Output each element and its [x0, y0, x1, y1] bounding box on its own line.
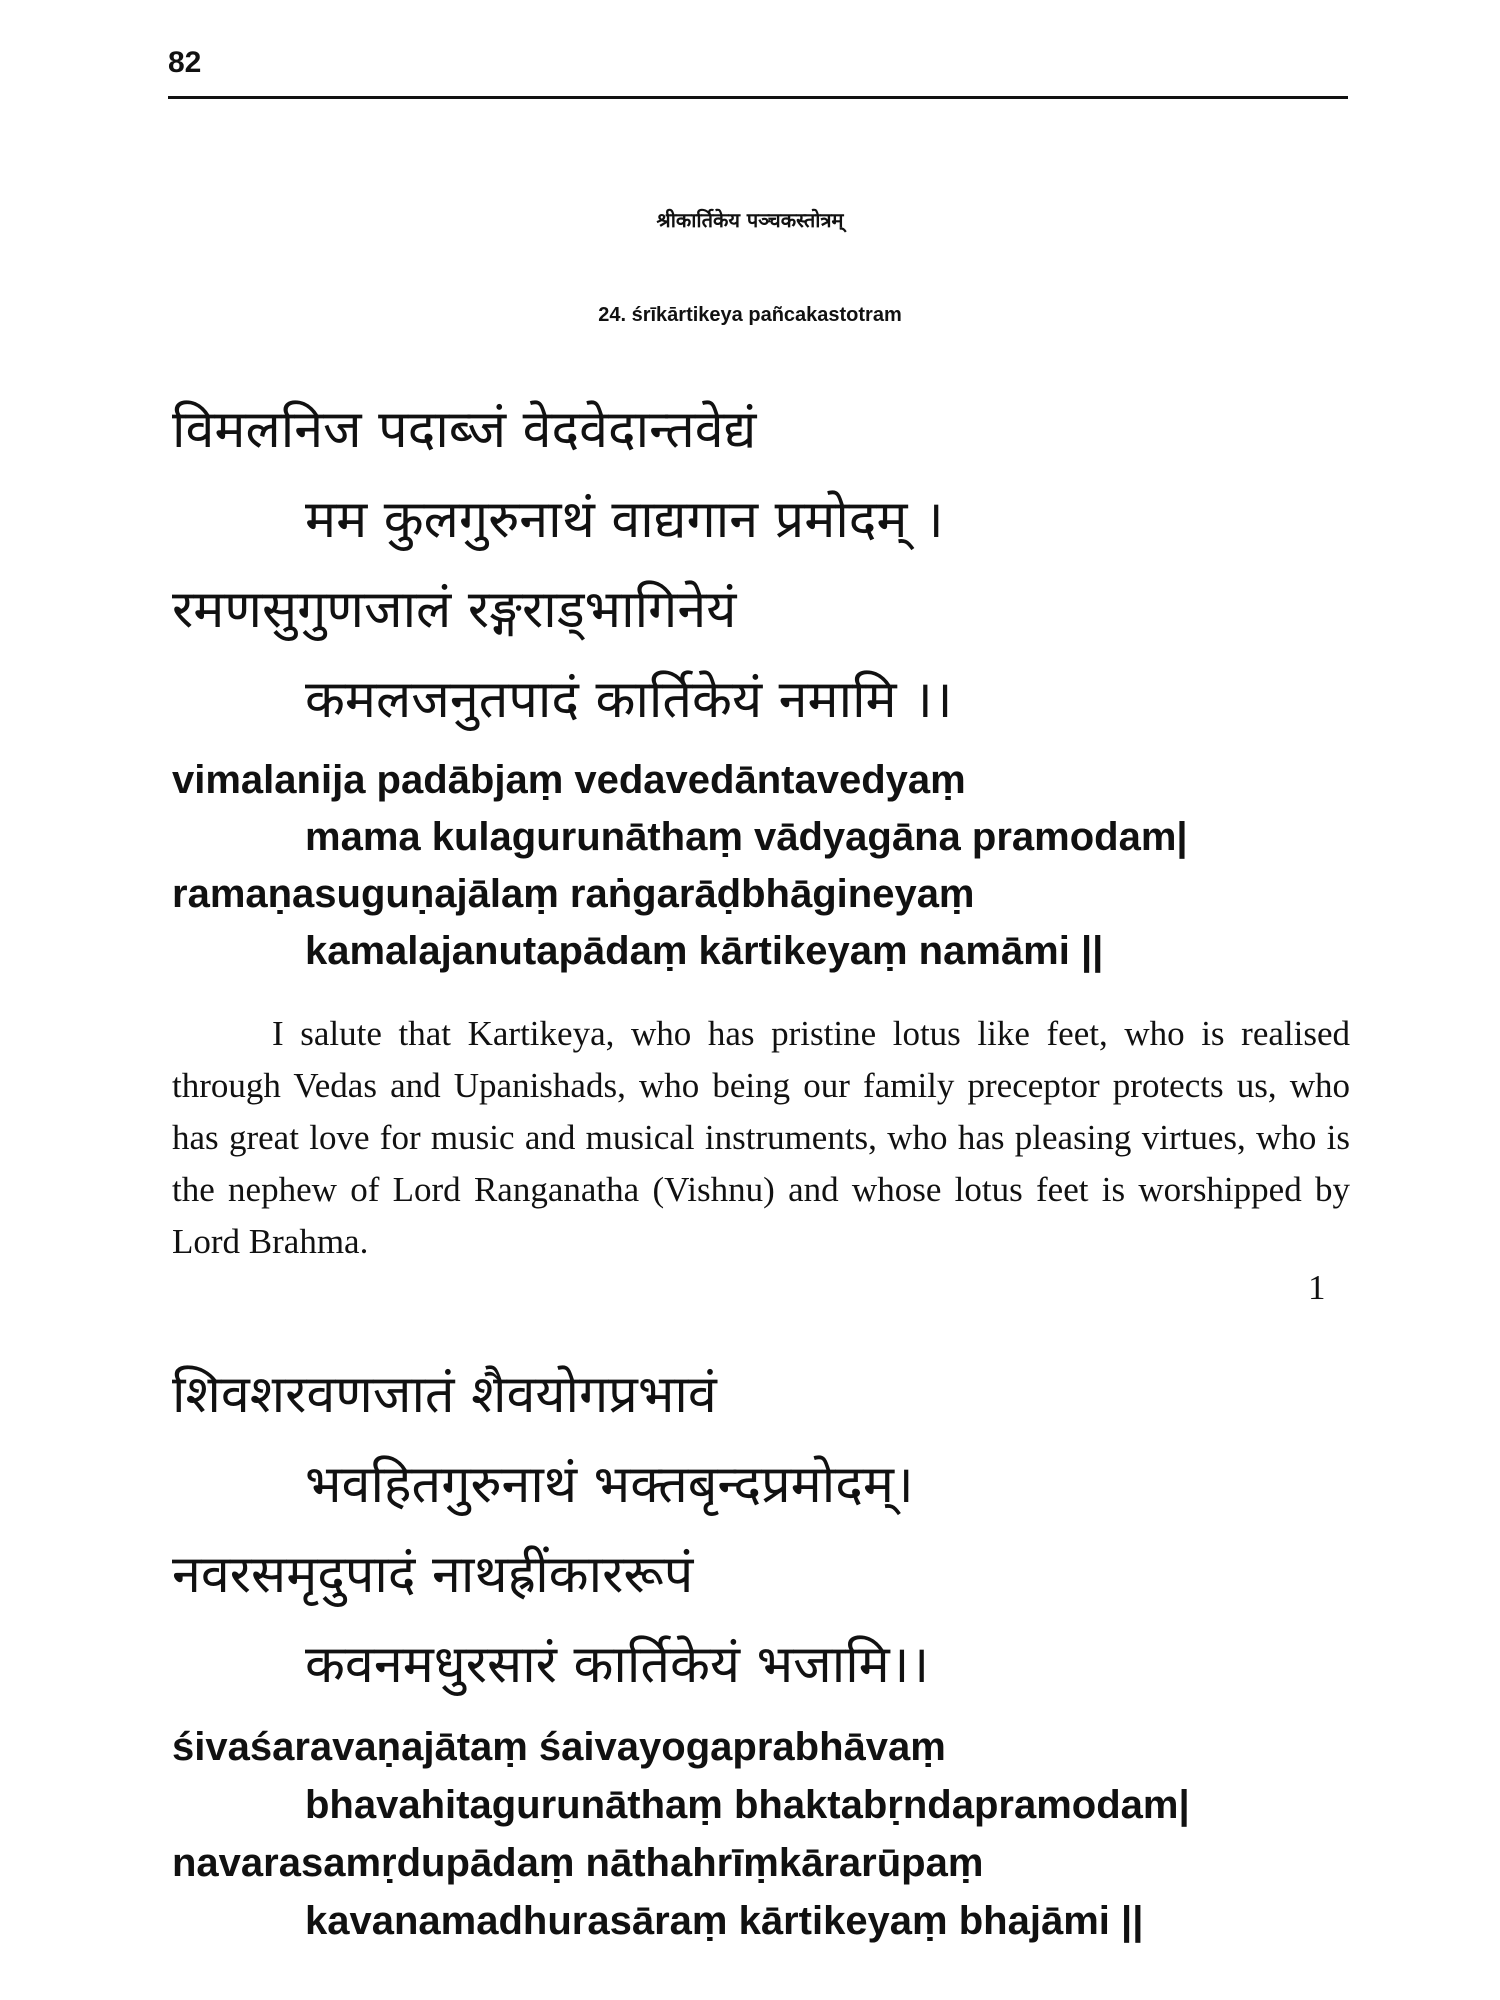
- verse2-devanagari-line-3: नवरसमृदुपादं नाथह्रींकाररूपं: [172, 1545, 694, 1605]
- verse2-transliteration-line-2: bhavahitagurunāthaṃ bhaktabṛndapramodam|: [305, 1783, 1190, 1827]
- header-rule: [168, 96, 1348, 99]
- verse2-devanagari-line-1: शिवशरवणजातं शैवयोगप्रभावं: [172, 1365, 717, 1425]
- verse1-devanagari-line-1: विमलनिज पदाब्जं वेदवेदान्तवेद्यं: [172, 400, 757, 460]
- verse2-transliteration-line-1: śivaśaravaṇajātaṃ śaivayogaprabhāvaṃ: [172, 1725, 946, 1769]
- verse1-devanagari-line-2: मम कुलगुरुनाथं वाद्यगान प्रमोदम् ।: [305, 490, 944, 550]
- title-devanagari: श्रीकार्तिकेय पञ्चकस्तोत्रम्: [656, 208, 844, 232]
- verse2-devanagari-line-2: भवहितगुरुनाथं भक्तबृन्दप्रमोदम्।: [305, 1455, 914, 1515]
- title-transliteration: 24. śrīkārtikeya pañcakastotram: [598, 304, 902, 326]
- verse1-transliteration-line-3: ramaṇasuguṇajālaṃ raṅgarāḍbhāgineyaṃ: [172, 872, 975, 916]
- verse1-transliteration-line-2: mama kulagurunāthaṃ vādyagāna pramodam|: [305, 815, 1188, 859]
- verse2-devanagari-line-4: कवनमधुरसारं कार्तिकेयं भजामि।।: [305, 1635, 930, 1695]
- verse1-devanagari-line-3: रमणसुगुणजालं रङ्गराड्भागिनेयं: [172, 580, 737, 640]
- verse1-transliteration-line-1: vimalanija padābjaṃ vedavedāntavedyaṃ: [172, 758, 966, 802]
- verse1-transliteration-line-4: kamalajanutapādaṃ kārtikeyaṃ namāmi ||: [305, 929, 1104, 973]
- page-number: 82: [168, 46, 202, 79]
- verse2-transliteration-line-4: kavanamadhurasāraṃ kārtikeyaṃ bhajāmi ||: [305, 1899, 1144, 1943]
- verse2-transliteration-line-3: navarasamṛdupādaṃ nāthahrīṃkārarūpaṃ: [172, 1841, 984, 1885]
- verse1-number: 1: [1308, 1268, 1326, 1307]
- verse1-devanagari-line-4: कमलजनुतपादं कार्तिकेयं नमामि ।।: [305, 670, 953, 730]
- verse1-translation: I salute that Kartikeya, who has pristine lotus like feet, who is realised through Vedas and Upanishads, who being our family preceptor protects us, who has great love for music and musical instruments, who has pleasing virtues, who is the nephew of Lord Ranganatha (Vishnu) and whose lotus feet is worshipped by Lord Brahma.: [172, 1014, 1350, 1261]
